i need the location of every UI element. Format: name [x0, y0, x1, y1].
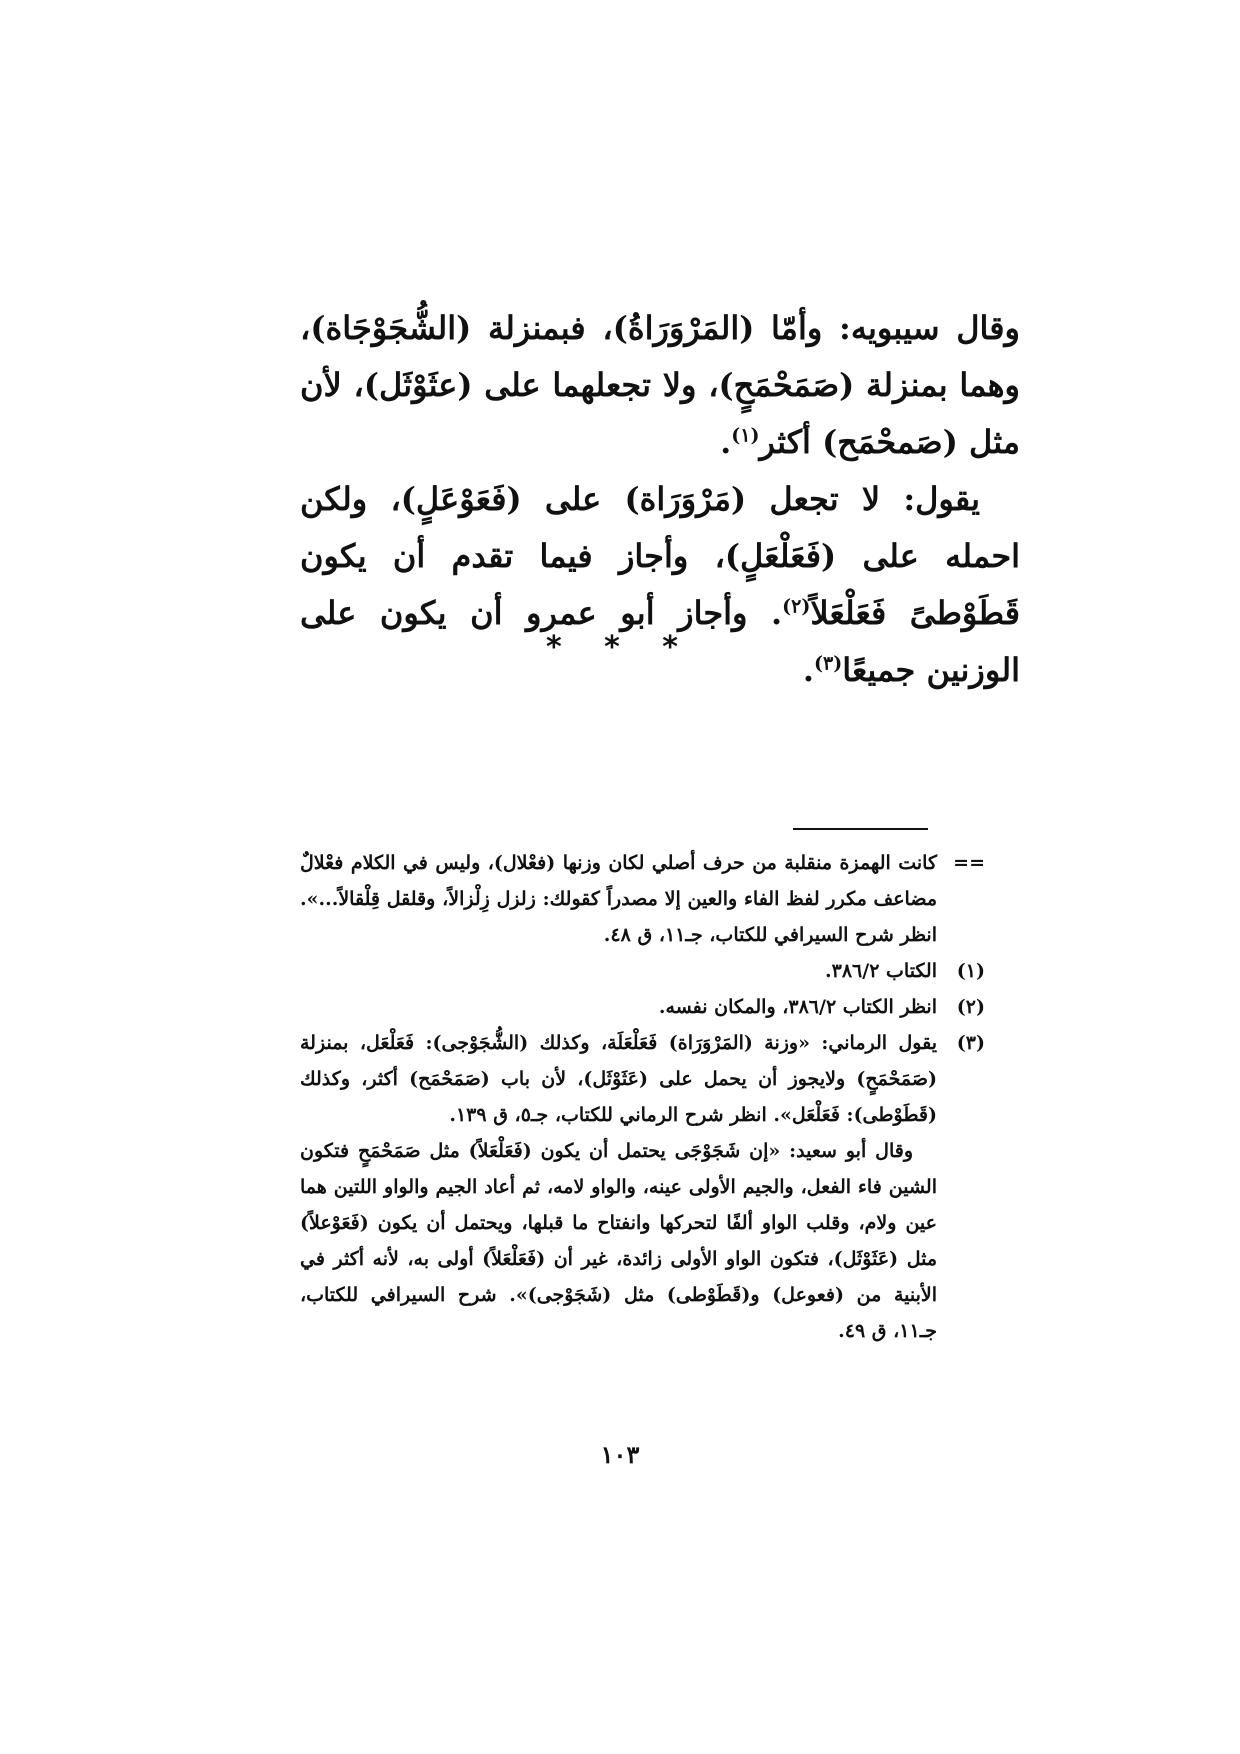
- page-number: ١٠٣: [600, 1440, 640, 1469]
- footnote-paragraph: يقول الرماني: «وزنة (المَرْوَرَاة) فَعَلْعَلَة، وكذلك (الشُّجَوْجى): فَعَلْعَل، بمنزلة (صَمَحْمَحٍ) ولايجوز أن يحمل على (عَثَوْثَل)، لأن باب (صَمَحْمَح) أكثر، وكذلك (قَطَوْطى): فَعَلْعَل». انظر شرح الرماني للكتاب، جـ٥، ق ١٣٩.: [300, 1032, 937, 1126]
- footnote-ref-2: (٢): [782, 595, 811, 618]
- footnote-1: [300, 953, 985, 989]
- footnote-2: [300, 989, 985, 1025]
- footnote-body: [300, 1025, 937, 1349]
- footnote-body: [300, 845, 937, 953]
- footnotes-section: [300, 845, 985, 1349]
- section-divider-stars: * * *: [546, 630, 694, 665]
- footnote-marker: (١): [956, 960, 985, 982]
- footnote-paragraph: كانت الهمزة منقلبة من حرف أصلي لكان وزنها (فعْلال)، وليس في الكلام فعْلالٌ مضاعف مكرر لفظ الفاء والعين إلا مصدراً كقولك: زلزل زِلْزالاً، وقلقل قِلْقالاً...». انظر شرح السيرافي للكتاب، جـ١١، ق ٤٨.: [300, 852, 937, 946]
- footnote-paragraph: الكتاب ٣٨٦/٢.: [825, 960, 937, 982]
- footnote-body: [300, 953, 937, 989]
- footnote-separator-line: [793, 828, 928, 830]
- footnote-marker: (٣): [956, 1032, 985, 1054]
- main-paragraph-2-text-a: يقول: لا تجعل (مَرْوَرَاة) على (فَعَوْعَلٍ)، ولكن احمله على (فَعَلْعَلٍ)، وأجاز فيما تقدم أن يكون قَطَوْطىً فَعَلْعَلاً: [300, 480, 1021, 632]
- footnote-continuation: [300, 845, 985, 953]
- footnote-ref-1: (١): [731, 424, 760, 447]
- main-paragraph-1-text: وقال سيبويه: وأمّا (المَرْوَرَاةُ)، فبمنزلة (الشُّجَوْجَاة)، وهما بمنزلة (صَمَحْمَحٍ)، ولا تجعلهما على (عثَوْثَل)، لأن مثل (صَمحْمَح) أكثر: [300, 309, 1020, 461]
- footnote-marker: ==: [953, 852, 985, 874]
- main-paragraph-2-text-b: . وأجاز أبو عمرو أن يكون على الوزنين جميعًا: [300, 594, 1020, 689]
- footnote-ref-3: (٣): [813, 652, 843, 675]
- footnote-paragraph: انظر الكتاب ٣٨٦/٢، والمكان نفسه.: [658, 996, 937, 1018]
- footnote-body: [300, 989, 937, 1025]
- footnote-marker: (٢): [956, 996, 985, 1018]
- main-paragraph-1-end: .: [720, 423, 732, 461]
- main-paragraph-2-end: .: [802, 651, 814, 689]
- main-paragraph-1: [300, 300, 1020, 471]
- footnote-3: [300, 1025, 985, 1349]
- footnote-paragraph: وقال أبو سعيد: «إن شَجَوْجَى يحتمل أن يكون (فَعَلْعَلاً) مثل صَمَحْمَحٍ فتكون الشين فاء الفعل، والجيم الأولى عينه، والواو لامه، ثم أعاد الجيم والواو اللتين هما عين ولام، وقلب الواو ألفًا لتحركها وانفتاح ما قبلها، ويحتمل أن يكون (فَعَوْعلاً) مثل (عَثَوْثَل)، فتكون الواو الأولى زائدة، غير أن (فَعَلْعَلاً) أولى به، لأنه أكثر في الأبنية من (فعوعل) و(قَطَوْطى) مثل (شَجَوْجى)». شرح السيرافي للكتاب، جـ١١، ق ٤٩.: [300, 1140, 937, 1342]
